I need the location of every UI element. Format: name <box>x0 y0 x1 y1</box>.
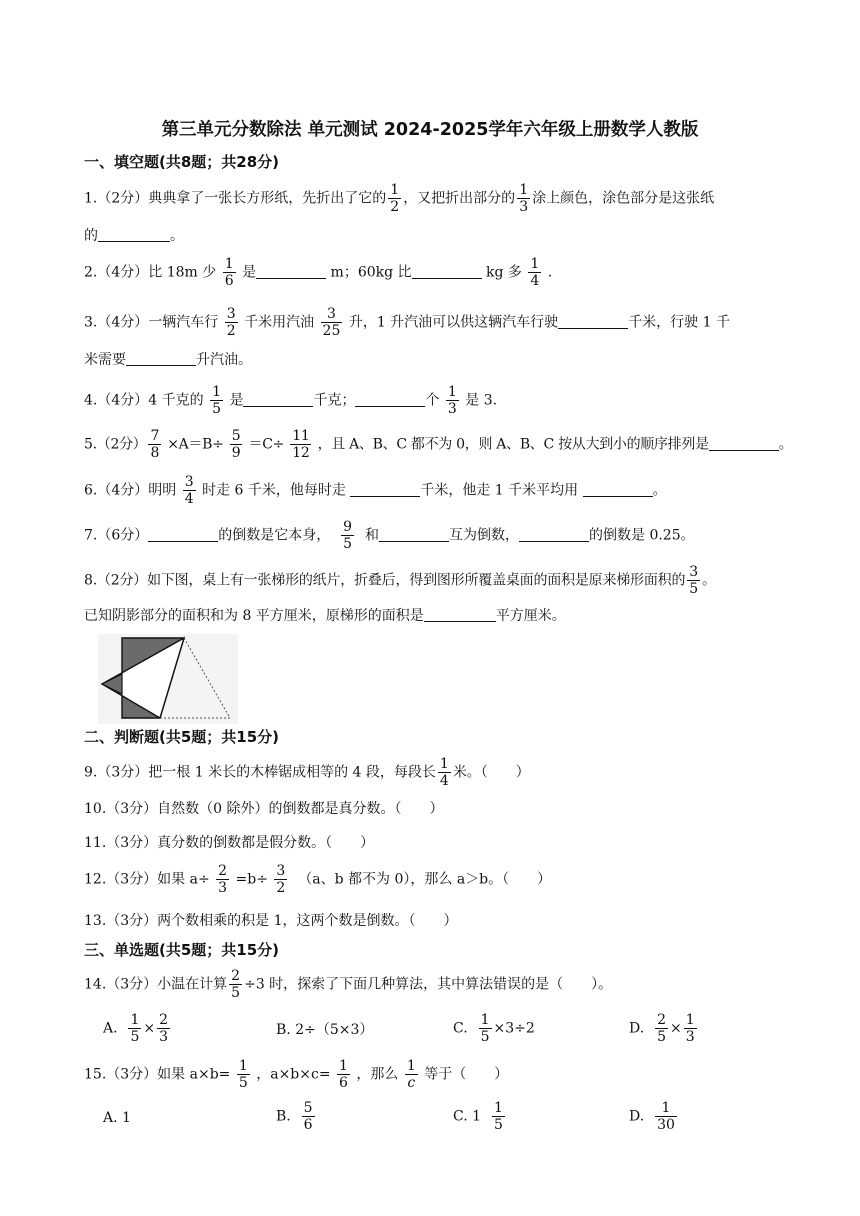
question-2: 2.（4分）比 18m 少 $\frac{1}{6}$ 是 m；60kg 比 kg 多 $\frac{1}{4}$ . <box>84 256 553 289</box>
answer-blank[interactable] <box>243 392 313 407</box>
question-1: 1.（2分）典典拿了一张长方形纸，先折出了它的 $\frac{1}{2}$ ，又把折出部分的 $\frac{1}{3}$ 涂上颜色，涂色部分是这张纸 <box>84 182 715 215</box>
fraction: $\frac{3}{2}$ <box>276 863 286 896</box>
answer-blank[interactable] <box>350 482 420 497</box>
question-6: 6.（4分）明明 $\frac{3}{4}$ 时走 6 千米，他每时走 千米，他走 1 千米平均用 。 <box>84 474 667 507</box>
answer-blank[interactable] <box>355 392 425 407</box>
fraction: $\frac{3}{5}$ <box>689 564 698 597</box>
fraction: $\frac{1}{3}$ <box>447 384 457 417</box>
fraction: $\frac{2}{3}$ <box>218 863 228 896</box>
fraction: $\frac{1}{30}$ <box>657 1100 675 1133</box>
fraction: $\frac{1}{5}$ <box>130 1012 140 1045</box>
question-5: 5.（2分） $\frac{7}{8}$ ×A＝B÷ $\frac{5}{9}$ ＝C÷ $\frac{11}{12}$ ，且 A、B、C 都不为 0，则 A、B、C 按从大到小的顺序排列是 。 <box>84 428 793 461</box>
fraction: $\frac{1}{4}$ <box>530 256 540 289</box>
fraction: $\frac{1}{5}$ <box>480 1012 490 1045</box>
q14-option-b[interactable]: B. 2÷（5×3） <box>276 1022 374 1038</box>
q15-option-d[interactable]: D. $\frac{1}{30}$ <box>629 1100 675 1133</box>
question-10: 10.（3分）自然数（0 除外）的倒数都是真分数。（ ） <box>84 801 444 817</box>
fraction: $\frac{1}{3}$ <box>685 1012 695 1045</box>
answer-blank[interactable] <box>379 527 449 542</box>
fraction: $\frac{3}{25}$ <box>322 306 341 339</box>
fraction: $\frac{5}{9}$ <box>231 428 241 461</box>
q14-option-a[interactable]: A. $\frac{1}{5}$ × $\frac{2}{3}$ <box>103 1012 169 1045</box>
fraction: $\frac{1}{5}$ <box>493 1100 503 1133</box>
answer-blank[interactable] <box>126 351 196 366</box>
fraction: $\frac{3}{4}$ <box>184 474 194 507</box>
answer-blank[interactable] <box>583 482 653 497</box>
page-title: 第三单元分数除法 单元测试 2024-2025学年六年级上册数学人教版 <box>161 120 699 140</box>
fraction: $\frac{1}{3}$ <box>519 182 529 215</box>
question-13: 13.（3分）两个数相乘的积是 1，这两个数是倒数。（ ） <box>84 913 458 929</box>
fraction: $\frac{1}{c}$ <box>406 1058 416 1091</box>
section-heading-true-false: 二、判断题(共5题；共15分) <box>84 728 280 746</box>
q14-option-c[interactable]: C. $\frac{1}{5}$ ×3÷2 <box>453 1012 535 1045</box>
question-11: 11.（3分）真分数的倒数都是假分数。（ ） <box>84 835 375 851</box>
answer-blank[interactable] <box>709 436 779 451</box>
fraction: $\frac{1}{2}$ <box>390 182 400 215</box>
q15-option-b[interactable]: B. $\frac{5}{6}$ <box>276 1100 313 1133</box>
fraction: $\frac{11}{12}$ <box>292 428 310 461</box>
question-8: 8.（2分）如下图，桌上有一张梯形的纸片，折叠后，得到图形所覆盖桌面的面积是原来梯形面积的 $\frac{3}{5}$ 。 <box>84 564 716 597</box>
answer-blank[interactable] <box>98 227 170 242</box>
answer-blank[interactable] <box>519 527 589 542</box>
q15-option-c[interactable]: C. 1 $\frac{1}{5}$ <box>453 1100 503 1133</box>
question-3-cont: 米需要 升汽油。 <box>84 352 252 368</box>
question-15: 15.（3分）如果 a×b= $\frac{1}{5}$ ，a×b×c= $\frac{1}{6}$ ，那么 $\frac{1}{c}$ 等于（ ） <box>84 1058 509 1091</box>
fraction: $\frac{2}{5}$ <box>231 968 241 1001</box>
question-3: 3.（4分）一辆汽车行 $\frac{3}{2}$ 千米用汽油 $\frac{3}{25}$ 升，1 升汽油可以供这辆汽车行驶 千米，行驶 1 千 <box>84 306 730 339</box>
question-14: 14.（3分）小温在计算 $\frac{2}{5}$ ÷3 时，探索了下面几种算法，其中算法错误的是（ ）。 <box>84 968 613 1001</box>
fraction: $\frac{1}{5}$ <box>212 384 221 417</box>
trapezoid-fold-figure <box>98 634 238 724</box>
question-9: 9.（3分）把一根 1 米长的木棒锯成相等的 4 段，每段长 $\frac{1}{4}$ 米。（ ） <box>84 756 530 789</box>
fraction: $\frac{3}{2}$ <box>226 306 236 339</box>
fraction: $\frac{7}{8}$ <box>150 428 160 461</box>
fraction: $\frac{5}{6}$ <box>303 1100 313 1133</box>
q15-option-a[interactable]: A. 1 <box>103 1110 131 1126</box>
answer-blank[interactable] <box>412 264 482 279</box>
section-heading-single-choice: 三、单选题(共5题；共15分) <box>84 941 280 959</box>
q14-option-d[interactable]: D. $\frac{2}{5}$ × $\frac{1}{3}$ <box>629 1012 695 1045</box>
fraction: $\frac{2}{5}$ <box>657 1012 667 1045</box>
fraction: $\frac{1}{6}$ <box>339 1058 348 1091</box>
section-heading-fill-blank: 一、填空题(共8题；共28分) <box>84 153 280 171</box>
answer-blank[interactable] <box>148 527 218 542</box>
fraction: $\frac{1}{5}$ <box>238 1058 248 1091</box>
question-12: 12.（3分）如果 a÷ $\frac{2}{3}$ =b÷ $\frac{3}{2}$ （a、b 都不为 0），那么 a＞b。（ ） <box>84 863 552 896</box>
fraction: $\frac{1}{4}$ <box>439 756 449 789</box>
question-4: 4.（4分）4 千克的 $\frac{1}{5}$ 是 千克； 个 $\frac{1}{3}$ 是 3. <box>84 384 498 417</box>
answer-blank[interactable] <box>558 314 628 329</box>
question-7: 7.（6分） 的倒数是它本身， $\frac{9}{5}$ 和 互为倒数， 的倒数是 0.25。 <box>84 519 695 552</box>
question-8-cont: 已知阴影部分的面积和为 8 平方厘米，原梯形的面积是 平方厘米。 <box>84 608 566 624</box>
answer-blank[interactable] <box>424 607 496 622</box>
question-1-cont: 的 。 <box>84 228 184 244</box>
answer-blank[interactable] <box>256 264 326 279</box>
fraction: $\frac{9}{5}$ <box>343 519 353 552</box>
fraction: $\frac{1}{6}$ <box>224 256 234 289</box>
fraction: $\frac{2}{3}$ <box>159 1012 169 1045</box>
